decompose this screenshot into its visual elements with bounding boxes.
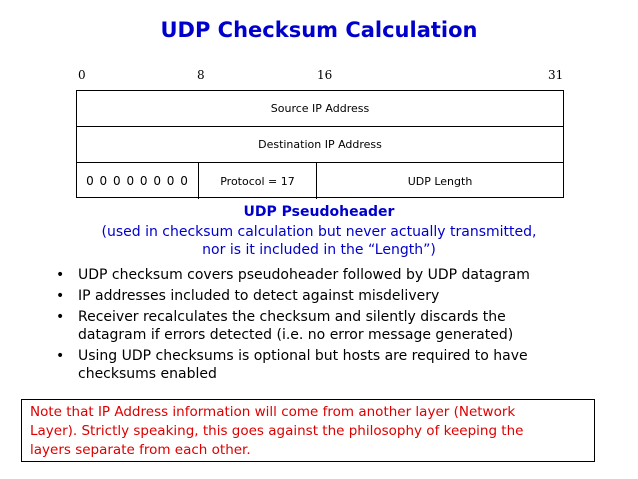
caption-heading: UDP Pseudoheader bbox=[243, 204, 395, 220]
destination-ip-row bbox=[77, 127, 563, 163]
caption-line-2: nor is it included in the “Length”) bbox=[202, 242, 436, 258]
bullet-dot-icon: • bbox=[56, 267, 65, 283]
caption-line-1: (used in checksum calculation but never actually transmitted, bbox=[101, 224, 537, 240]
zero-padding-field: 0 0 0 0 0 0 0 0 bbox=[77, 163, 199, 199]
bullet-list bbox=[0, 266, 638, 386]
bullet-text: UDP checksum covers pseudoheader followed by UDP datagram bbox=[78, 267, 530, 283]
bullet-text: Using UDP checksums is optional but hosts are required to have checksums enabled bbox=[78, 348, 528, 382]
list-item bbox=[0, 308, 578, 344]
note-line-2: Layer). Strictly speaking, this goes against the philosophy of keeping the bbox=[30, 423, 524, 439]
destination-ip-field: Destination IP Address bbox=[258, 138, 382, 151]
bullet-dot-icon: • bbox=[56, 309, 65, 325]
bit-label-8: 8 bbox=[197, 68, 205, 82]
source-ip-row bbox=[77, 91, 563, 127]
list-item bbox=[0, 347, 578, 383]
pseudoheader-table bbox=[76, 90, 564, 198]
note-line-1: Note that IP Address information will come from another layer (Network bbox=[30, 404, 516, 420]
bit-label-31: 31 bbox=[548, 68, 564, 82]
bullet-dot-icon: • bbox=[56, 348, 65, 364]
source-ip-field: Source IP Address bbox=[270, 102, 370, 115]
list-item bbox=[0, 287, 578, 305]
bullet-dot-icon: • bbox=[56, 288, 65, 304]
page-title: UDP Checksum Calculation bbox=[160, 18, 478, 42]
bit-label-0: 0 bbox=[78, 68, 86, 82]
bit-label-16: 16 bbox=[317, 68, 333, 82]
note-box bbox=[21, 399, 595, 462]
protocol-field: Protocol = 17 bbox=[199, 163, 317, 199]
protocol-length-row bbox=[77, 163, 563, 199]
udp-length-field: UDP Length bbox=[407, 174, 473, 188]
note-line-3: layers separate from each other. bbox=[30, 442, 251, 458]
bullet-text: IP addresses included to detect against misdelivery bbox=[78, 288, 440, 304]
list-item bbox=[0, 266, 578, 284]
bullet-text: Receiver recalculates the checksum and silently discards the datagram if errors detected (i.e. no error message generated) bbox=[78, 309, 514, 343]
